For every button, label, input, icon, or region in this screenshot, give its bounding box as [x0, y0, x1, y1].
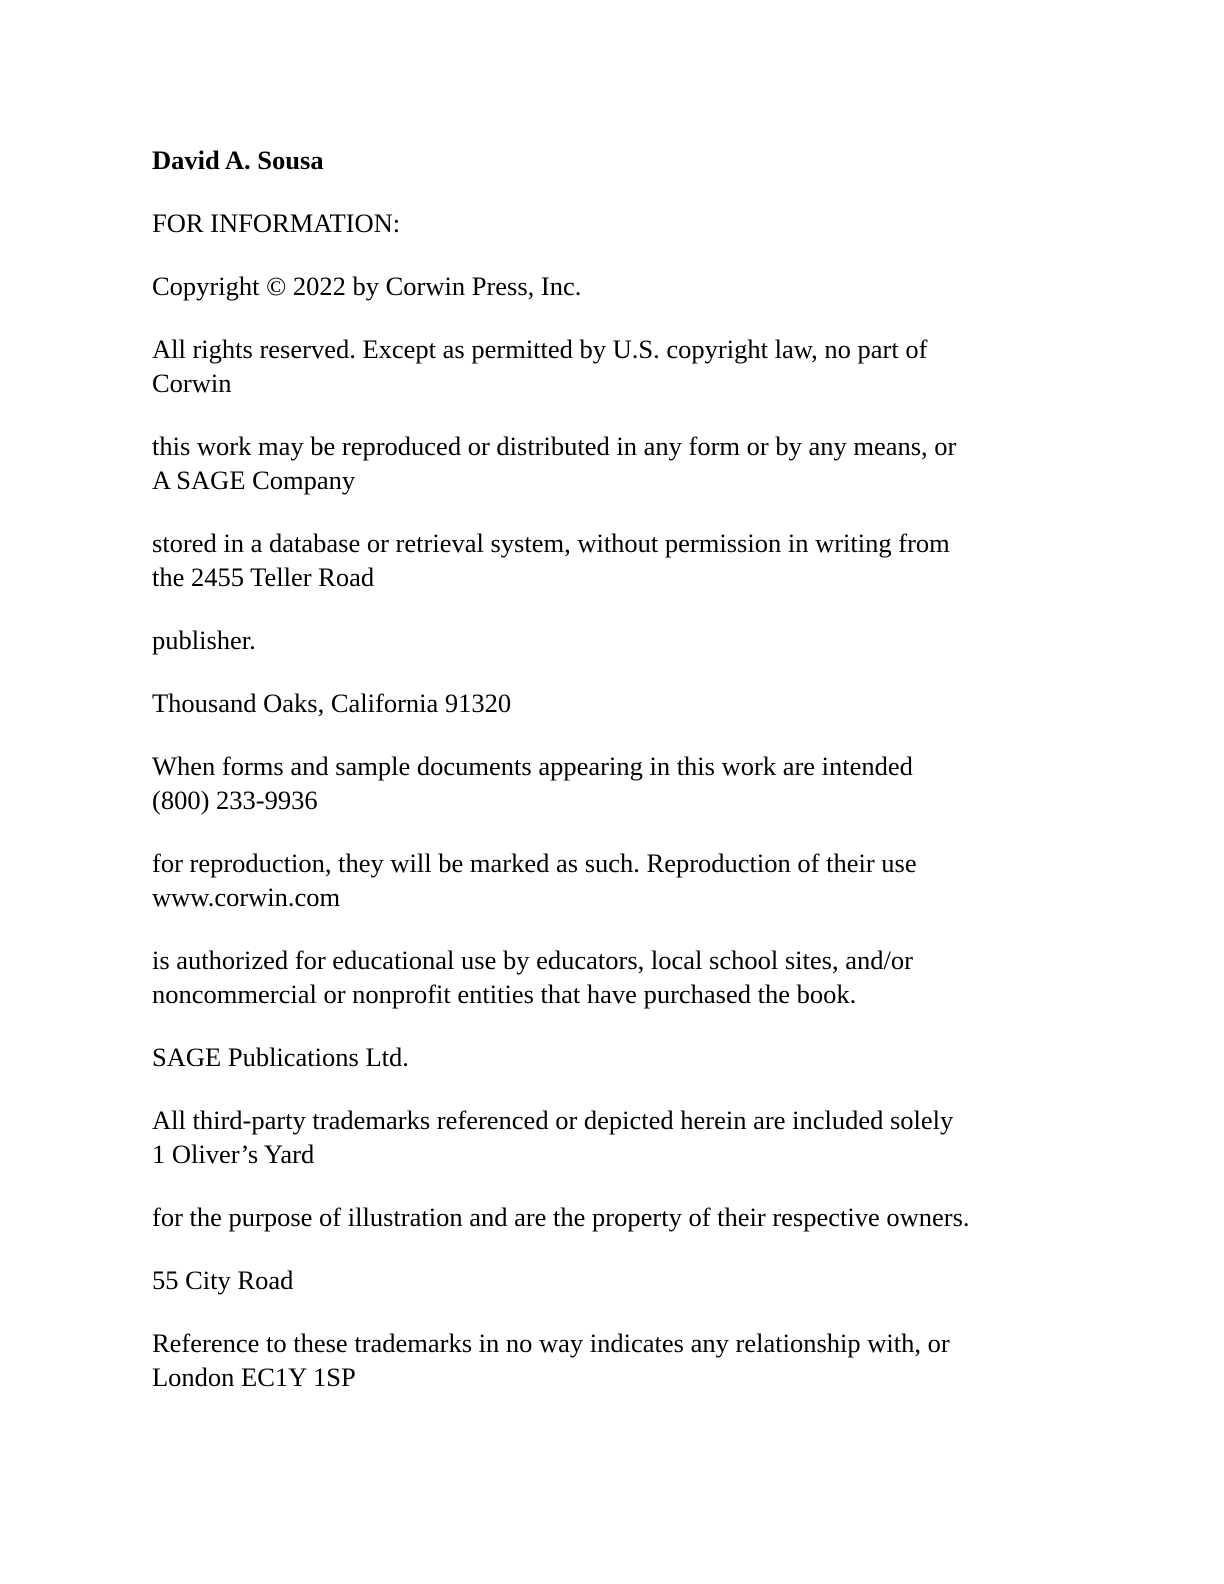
text-line: this work may be reproduced or distributed in any form or by any means, or [152, 431, 957, 461]
text-line: A SAGE Company [152, 465, 356, 495]
text-line: 55 City Road [152, 1265, 294, 1295]
text-line: www.corwin.com [152, 882, 341, 912]
text-line: Copyright © 2022 by Corwin Press, Inc. [152, 271, 582, 301]
paragraph-illustration [152, 1200, 1112, 1234]
text-line: SAGE Publications Ltd. [152, 1042, 409, 1072]
text-line: When forms and sample documents appearing in this work are intended [152, 751, 913, 781]
text-line: FOR INFORMATION: [152, 208, 401, 238]
text-line: stored in a database or retrieval system, without permission in writing from [152, 528, 950, 558]
text-line: the 2455 Teller Road [152, 562, 375, 592]
paragraph-address-city [152, 686, 1112, 720]
text-line: All rights reserved. Except as permitted by U.S. copyright law, no part of [152, 334, 928, 364]
text-line: noncommercial or nonprofit entities that have purchased the book. [152, 979, 857, 1009]
text-line: is authorized for educational use by educators, local school sites, and/or [152, 945, 913, 975]
text-line: Corwin [152, 368, 232, 398]
paragraph-storage [152, 526, 1112, 594]
text-line: for reproduction, they will be marked as such. Reproduction of their use [152, 848, 917, 878]
paragraph-authorized-use [152, 943, 1112, 1011]
paragraph-trademarks [152, 1103, 1112, 1171]
paragraph-copyright [152, 269, 1112, 303]
paragraph-trademark-reference [152, 1326, 1112, 1394]
paragraph-for-information [152, 206, 1112, 240]
author-name: David A. Sousa [152, 145, 324, 175]
text-line: London EC1Y 1SP [152, 1362, 356, 1392]
text-line: publisher. [152, 625, 256, 655]
paragraph-forms [152, 749, 1112, 817]
text-line: Thousand Oaks, California 91320 [152, 688, 512, 718]
paragraph-rights-reserved [152, 332, 1112, 400]
paragraph-publisher [152, 623, 1112, 657]
paragraph-sage-ltd [152, 1040, 1112, 1074]
text-line: (800) 233-9936 [152, 785, 318, 815]
paragraph-reproduction [152, 429, 1112, 497]
text-line: Reference to these trademarks in no way indicates any relationship with, or [152, 1328, 950, 1358]
text-line: 1 Oliver’s Yard [152, 1139, 315, 1169]
text-line: All third-party trademarks referenced or depicted herein are included solely [152, 1105, 954, 1135]
paragraph-city-road [152, 1263, 1112, 1297]
paragraph-forms-reproduction [152, 846, 1112, 914]
text-line: for the purpose of illustration and are the property of their respective owners. [152, 1202, 970, 1232]
